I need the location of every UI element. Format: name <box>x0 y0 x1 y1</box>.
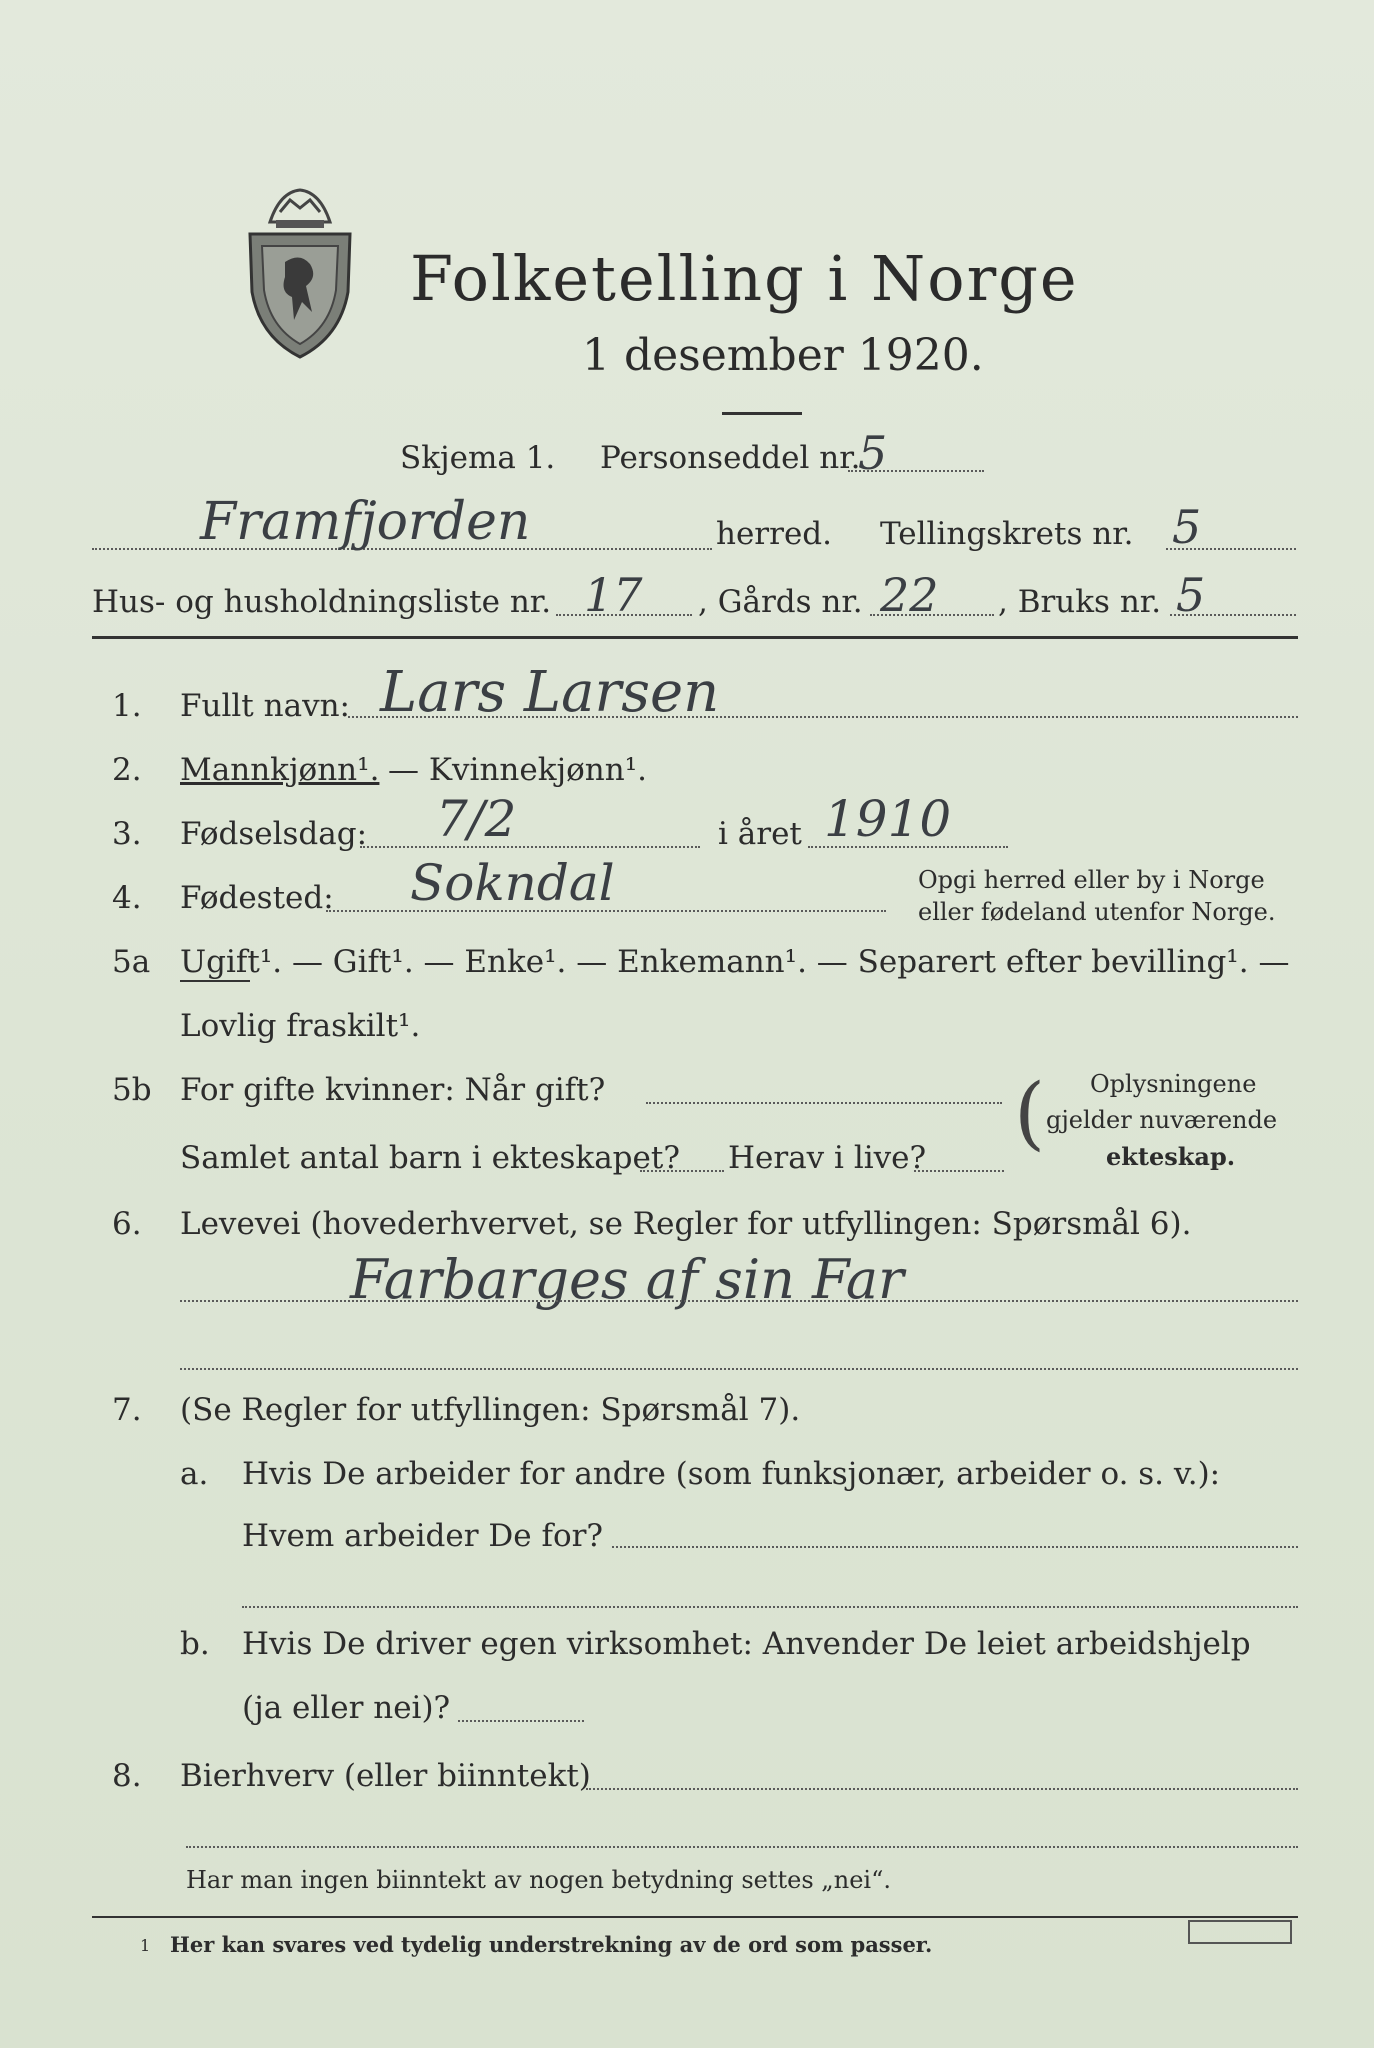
gards-label: , Gårds nr. <box>698 584 863 620</box>
q8-line-2 <box>186 1846 1298 1848</box>
tellingskrets-label: Tellingskrets nr. <box>880 516 1134 552</box>
q1-value[interactable]: Lars Larsen <box>380 660 720 725</box>
q6-label: Levevei (hovederhvervet, se Regler for utfyllingen: Spørsmål 6). <box>180 1206 1192 1242</box>
q5b-brace: ( <box>1014 1066 1046 1159</box>
personseddel-value[interactable]: 5 <box>858 426 888 480</box>
q6-line-2 <box>180 1368 1298 1370</box>
hus-value[interactable]: 17 <box>584 568 643 622</box>
form-title: Folketelling i Norge <box>410 242 1079 315</box>
q7a-text: Hvis De arbeider for andre (som funksjonær, arbeider o. s. v.): <box>242 1456 1221 1492</box>
bruks-value[interactable]: 5 <box>1176 568 1206 622</box>
q5b-alive-label: Herav i live? <box>728 1140 927 1176</box>
q7b-letter: b. <box>180 1626 210 1662</box>
personseddel-label: Personseddel nr. <box>600 440 861 476</box>
q5b-note-a: Oplysningene <box>1090 1070 1257 1098</box>
q7-label: (Se Regler for utfyllingen: Spørsmål 7). <box>180 1392 801 1428</box>
q2-number: 2. <box>112 752 142 788</box>
q8-label: Bierhverv (eller biinntekt) <box>180 1758 591 1794</box>
q3-year-label: i året <box>718 816 802 852</box>
q8-number: 8. <box>112 1758 142 1794</box>
schema-label: Skjema 1. <box>400 440 556 476</box>
q5b-married-line <box>646 1102 1002 1104</box>
q5a-options-2[interactable]: Lovlig fraskilt¹. <box>180 1008 421 1044</box>
q1-number: 1. <box>112 688 142 724</box>
q7a-text2: Hvem arbeider De for? <box>242 1518 604 1554</box>
q7b-line <box>458 1720 584 1722</box>
q3-label: Fødselsdag: <box>180 816 368 852</box>
herred-value[interactable]: Framfjorden <box>200 492 531 552</box>
q7-number: 7. <box>112 1392 142 1428</box>
form-date: 1 desember 1920. <box>582 330 984 381</box>
norway-coat-of-arms-icon <box>240 182 360 362</box>
q4-note-b: eller fødeland utenfor Norge. <box>918 898 1276 926</box>
footnote-rule <box>92 1916 1298 1918</box>
q6-value[interactable]: Farbarges af sin Far <box>350 1248 904 1311</box>
q7a-line-1 <box>612 1546 1298 1548</box>
q5b-note-c: ekteskap. <box>1106 1142 1236 1171</box>
q7a-letter: a. <box>180 1456 209 1492</box>
q7a-line-2 <box>242 1606 1298 1608</box>
q8-line-1 <box>586 1788 1298 1790</box>
herred-label: herred. <box>716 516 832 552</box>
q2-female-option[interactable]: — Kvinnekjønn¹. <box>388 752 647 788</box>
footnote-text: Her kan svares ved tydelig understrekning av de ord som passer. <box>170 1932 933 1957</box>
q7b-text: Hvis De driver egen virksomhet: Anvender De leiet arbeidshjelp <box>242 1626 1251 1662</box>
q4-value[interactable]: Sokndal <box>410 854 615 912</box>
q4-label: Fødested: <box>180 880 334 916</box>
q1-label: Fullt navn: <box>180 688 350 724</box>
q5b-alive-line <box>914 1170 1004 1172</box>
q6-number: 6. <box>112 1206 142 1242</box>
q5b-children-line <box>640 1170 724 1172</box>
q3-line <box>360 846 700 848</box>
q3-value[interactable]: 7/2 <box>436 790 517 848</box>
q3-number: 3. <box>112 816 142 852</box>
q5a-options[interactable]: Ugift¹. — Gift¹. — Enke¹. — Enkemann¹. — Separert efter bevilling¹. — <box>180 944 1290 980</box>
q5b-note-b: gjelder nuværende <box>1046 1106 1278 1134</box>
q5a-number: 5a <box>112 944 151 980</box>
q3-year-value[interactable]: 1910 <box>824 790 952 848</box>
hus-label: Hus- og husholdningsliste nr. <box>92 584 552 620</box>
q5a-ugift-underline <box>180 980 250 982</box>
q4-number: 4. <box>112 880 142 916</box>
q8-note: Har man ingen biinntekt av nogen betydning settes „nei“. <box>186 1866 891 1894</box>
q2-male-option[interactable]: Mannkjønn¹. <box>180 752 380 788</box>
q5b-children-label: Samlet antal barn i ekteskapet? <box>180 1140 680 1176</box>
footnote-mark: 1 <box>140 1936 151 1955</box>
tellingskrets-value[interactable]: 5 <box>1172 500 1202 554</box>
q7b-text2: (ja eller nei)? <box>242 1690 451 1726</box>
bruks-label: , Bruks nr. <box>998 584 1162 620</box>
title-divider <box>722 412 802 415</box>
q4-note-a: Opgi herred eller by i Norge <box>918 866 1265 894</box>
gards-value[interactable]: 22 <box>880 568 939 622</box>
q6-line-1 <box>180 1300 1298 1302</box>
printer-stamp <box>1188 1920 1292 1944</box>
q5b-label: For gifte kvinner: Når gift? <box>180 1072 606 1108</box>
header-rule <box>92 636 1298 639</box>
q5b-number: 5b <box>112 1072 152 1108</box>
